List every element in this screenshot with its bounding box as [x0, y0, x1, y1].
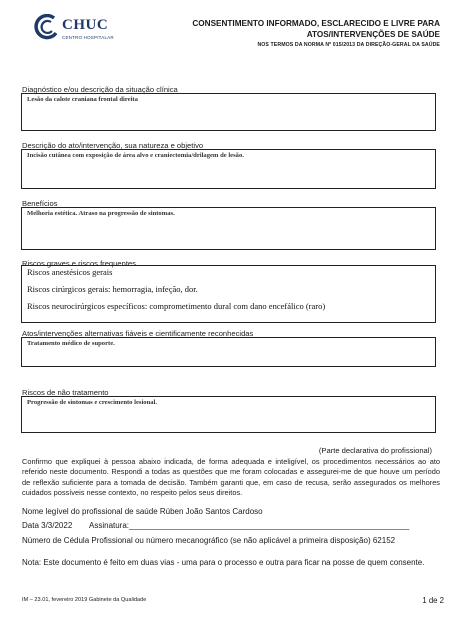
benefits-field[interactable]: Melhoria estética. Atraso na progressão de sintomas. — [21, 207, 436, 250]
declarative-part-label: (Parte declarativa do profissional) — [318, 446, 432, 455]
risk-item: Riscos cirúrgicos gerais: hemorragia, infeção, dor. — [27, 284, 198, 294]
title-line-1: CONSENTIMENTO INFORMADO, ESCLARECIDO E LIVRE PARA — [192, 19, 440, 28]
note-line: Nota: Este documento é feito em duas vias - uma para o processo e outra para ficar na posse de quem consente. — [22, 558, 425, 567]
title-subtitle: NOS TERMOS DA NORMA Nº 015/2013 DA DIREÇÃO-GERAL DA SAÚDE — [257, 42, 440, 48]
procedure-label: Descrição do ato/intervenção, sua natureza e objetivo — [22, 141, 204, 150]
professional-name-line: Nome legível do profissional de saúde Rúben João Santos Cardoso — [22, 507, 263, 516]
footer-code: IM – 23.01, fevereiro 2019 Gabinete da Qualidade — [22, 597, 147, 603]
confirmation-text: Confirmo que expliquei à pessoa abaixo indicada, de forma adequada e inteligível, os procedimentos necessários ao ato referido neste documento. Respondi a todas as questões que me foram colocadas e assegurei-me de que houve um período de reflexão suficiente para a tomada de decisão. Também garanti que, em caso de recusa, serão assegurados os melhores cuidados possíveis nesse contexto, no respeito pelos seus direitos. — [22, 457, 440, 498]
date-line: Data 3/3/2022 — [22, 521, 73, 530]
title-line-2: ATOS/INTERVENÇÕES DE SAÚDE — [306, 30, 440, 39]
no-treatment-label: Riscos de não tratamento — [22, 388, 109, 397]
benefits-label: Benefícios — [22, 199, 58, 208]
procedure-field[interactable]: Incisão cutânea com exposição de área alvo e craniectomia/drilagem de lesão. — [21, 149, 436, 189]
risk-item: Riscos anestésicos gerais — [27, 267, 113, 277]
logo — [34, 14, 154, 50]
alternatives-label: Atos/intervenções alternativas fiáveis e cientificamente reconhecidas — [22, 329, 254, 338]
alternatives-field[interactable]: Tratamento médico de suporte. — [21, 337, 436, 367]
risks-label: Riscos graves e riscos frequentes — [22, 259, 136, 268]
page-number: 1 de 2 — [422, 596, 444, 605]
diagnosis-field[interactable]: Lesão da calote craniana frontal direita — [21, 93, 436, 131]
risks-field[interactable] — [21, 265, 436, 323]
risk-item: Riscos neurocirúrgicos específicos: comprometimento dural com dano encefálico (raro) — [27, 301, 326, 311]
signature-line[interactable]: Assinatura:_______________________________________________________________ — [89, 521, 410, 530]
document-header — [180, 18, 440, 48]
cedula-line: Número de Cédula Profissional ou número mecanográfico (se não aplicável a primeira disposição) 62152 — [22, 536, 396, 545]
diagnosis-label: Diagnóstico e/ou descrição da situação clínica — [22, 85, 178, 94]
logo-brand: CHUC — [62, 17, 109, 33]
chuc-logo-icon — [34, 14, 60, 40]
no-treatment-field[interactable]: Progressão de sintomas e crescimento lesional. — [21, 396, 436, 433]
logo-subtitle: CENTRO HOSPITALAR — [62, 35, 114, 40]
